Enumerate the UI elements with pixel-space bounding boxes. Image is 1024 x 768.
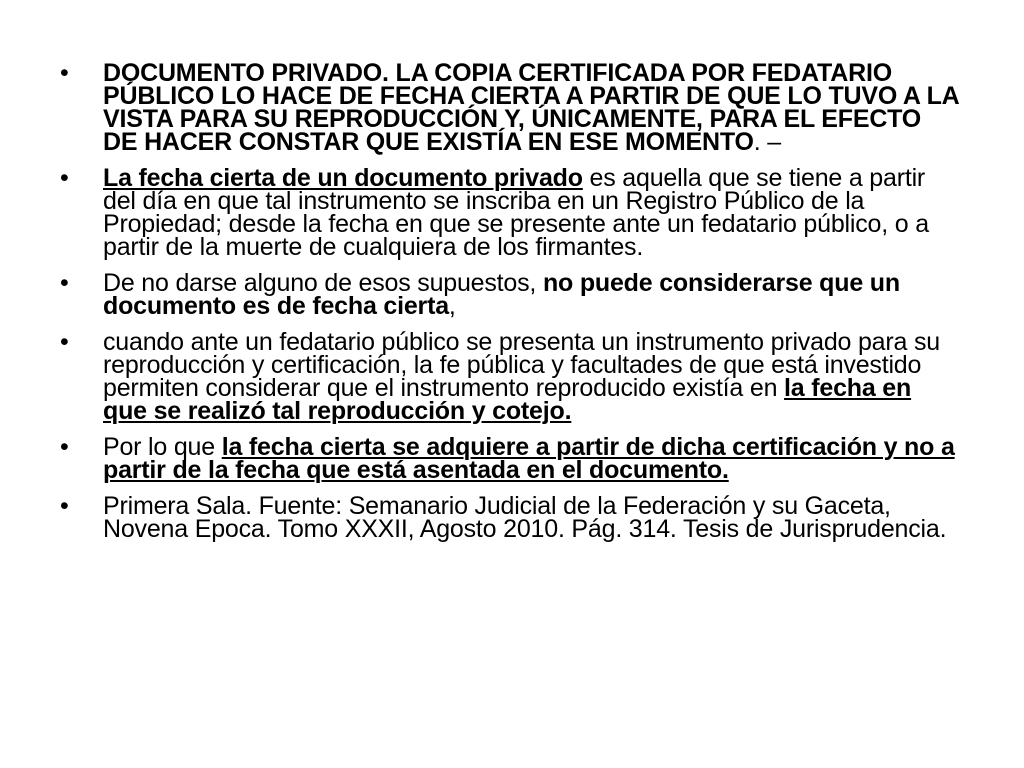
- bullet-3-text: De no darse alguno de esos supuestos,: [103, 269, 543, 297]
- bullet-3-trailing-text: ,: [448, 292, 456, 320]
- bullet-item-5: [60, 433, 960, 484]
- bullet-item-6: [60, 492, 960, 543]
- bullet-item-1: [60, 59, 960, 156]
- bullet-item-2: [60, 164, 960, 261]
- bullet-marker: •: [60, 492, 69, 520]
- bullet-marker: •: [60, 269, 69, 297]
- bullet-item-3: [60, 269, 960, 320]
- bullet-4-text: cuando ante un fedatario público se presenta un instrumento privado para su reproducción y certificación, la fe pública y facultades de que está investido permiten considerar que el instrumento reproducido existía en: [103, 328, 940, 402]
- bullet-marker: •: [60, 59, 69, 87]
- bullet-4-bold-underlined-phrase: la fecha en que se realizó tal reproducción y cotejo.: [103, 374, 912, 425]
- bullet-5-text: Por lo que: [103, 433, 222, 461]
- bullet-1-trailing-text: . –: [753, 128, 781, 156]
- bullet-2-text: es aquella que se tiene a partir del día en que tal instrumento se inscriba en un Registro Público de la Propiedad; desde la fecha en que se presente ante un fedatario público, o a partir de la muerte de cualquiera de los firmantes.: [103, 164, 929, 261]
- bullet-5-bold-underlined-phrase: la fecha cierta se adquiere a partir de dicha certificación y no a partir de la fecha que está asentada en el documento.: [103, 433, 955, 484]
- bullet-item-4: [60, 328, 960, 425]
- bullet-marker: •: [60, 164, 69, 192]
- bullet-marker: •: [60, 433, 69, 461]
- bullet-2-bold-underlined-phrase: La fecha cierta de un documento privado: [103, 164, 583, 192]
- bullet-marker: •: [60, 328, 69, 356]
- bullet-list: [60, 59, 960, 554]
- bullet-1-bold-heading: DOCUMENTO PRIVADO. LA COPIA CERTIFICADA POR FEDATARIO PÚBLICO LO HACE DE FECHA CIERTA A PARTIR DE QUE LO TUVO A LA VISTA PARA SU REPRODUCCIÓN Y, ÚNICAMENTE, PARA EL EFECTO DE HACER CONSTAR QUE EXISTÍA EN ESE MOMENTO: [103, 59, 959, 156]
- bullet-6-citation-text: Primera Sala. Fuente: Semanario Judicial de la Federación y su Gaceta, Novena Epoca. Tomo XXXII, Agosto 2010. Pág. 314. Tesis de Jurisprudencia.: [103, 492, 947, 543]
- bullet-3-bold-phrase: no puede considerarse que un documento es de fecha cierta: [103, 269, 900, 320]
